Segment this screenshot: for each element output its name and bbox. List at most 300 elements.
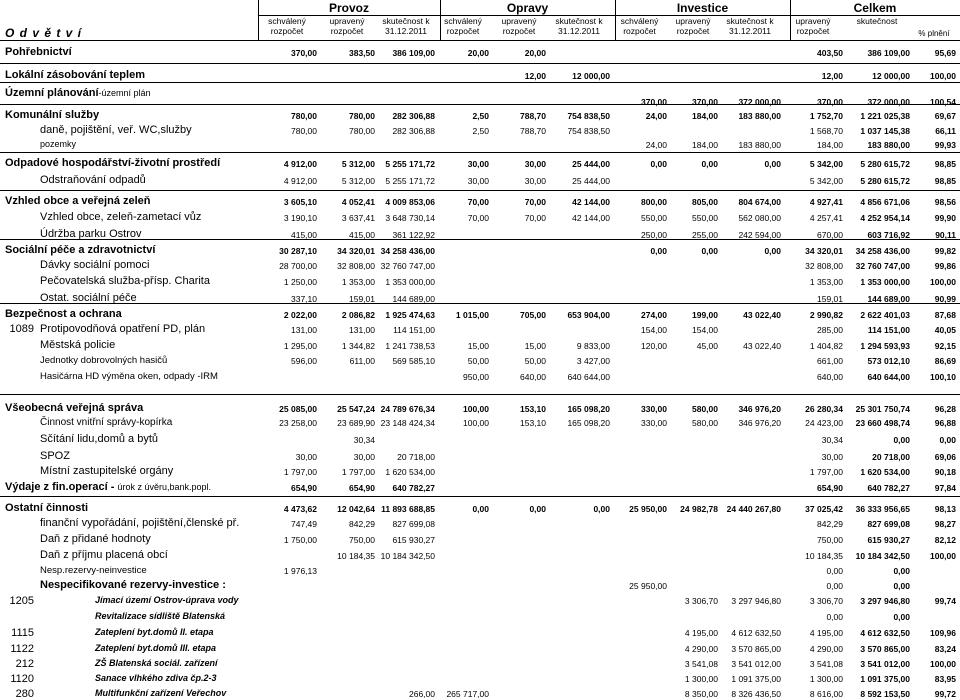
row-label xyxy=(40,580,226,591)
value-cell: 3 306,70 xyxy=(684,596,718,606)
value-cell: 8 350,00 xyxy=(684,689,718,699)
value-cell: 2,50 xyxy=(472,126,489,136)
value-cell: 131,00 xyxy=(349,325,375,335)
value-cell: 25 547,24 xyxy=(337,404,375,414)
value-cell: 827 699,08 xyxy=(867,519,910,529)
value-cell: 415,00 xyxy=(349,230,375,240)
value-cell: 370,00 xyxy=(692,97,718,107)
row-label-text: Daň z přidané hodnoty xyxy=(40,533,151,545)
value-cell: 9 833,00 xyxy=(576,341,610,351)
value-cell: 5 255 171,72 xyxy=(385,159,435,169)
value-cell: 1 568,70 xyxy=(809,126,843,136)
value-cell: 25 444,00 xyxy=(572,159,610,169)
value-cell: 361 122,92 xyxy=(392,230,435,240)
value-cell: 40,05 xyxy=(934,325,956,335)
column-header: schválený rozpočet xyxy=(444,16,482,36)
value-cell: 1 300,00 xyxy=(809,674,843,684)
value-cell: 1 295,00 xyxy=(283,341,317,351)
column-header: skutečnost k 31.12.2011 xyxy=(555,16,603,36)
value-cell: 4 195,00 xyxy=(809,628,843,638)
value-cell: 550,00 xyxy=(641,213,667,223)
row-label xyxy=(40,550,168,561)
value-cell: 153,10 xyxy=(520,404,546,414)
value-cell: 42 144,00 xyxy=(572,213,610,223)
group-divider xyxy=(615,0,616,41)
row-label xyxy=(40,125,192,136)
value-cell: 330,00 xyxy=(641,404,667,414)
row-label xyxy=(40,260,149,271)
value-cell: 8 616,00 xyxy=(809,689,843,699)
row-label-text: Sanace vlhkého zdiva čp.2-3 xyxy=(95,673,217,683)
value-cell: 3 541,08 xyxy=(809,659,843,669)
value-cell: 144 689,00 xyxy=(392,294,435,304)
column-header: upravený rozpočet xyxy=(795,16,831,36)
value-cell: 4 927,41 xyxy=(809,197,843,207)
value-cell: 0,00 xyxy=(893,612,910,622)
value-cell: 255,00 xyxy=(692,230,718,240)
value-cell: 50,00 xyxy=(524,356,546,366)
value-cell: 372 000,00 xyxy=(867,97,910,107)
value-cell: 0,00 xyxy=(593,504,610,514)
value-cell: 780,00 xyxy=(291,126,317,136)
row-label-text: pozemky xyxy=(40,139,77,149)
row-label xyxy=(40,340,115,351)
column-group-header: Provoz xyxy=(328,1,369,15)
value-cell: 99,74 xyxy=(934,596,956,606)
value-cell: 705,00 xyxy=(520,310,546,320)
value-cell: 654,90 xyxy=(291,483,317,493)
value-cell: 0,00 xyxy=(826,612,843,622)
value-cell: 99,86 xyxy=(934,261,956,271)
value-cell: 83,95 xyxy=(934,674,956,684)
value-cell: 615 930,27 xyxy=(392,535,435,545)
row-label-text: Nesp.rezervy-neinvestice xyxy=(40,565,147,576)
value-cell: 0,00 xyxy=(764,159,781,169)
column-header: schválený rozpočet xyxy=(620,16,659,36)
value-cell: 154,00 xyxy=(692,325,718,335)
value-cell: 653 904,00 xyxy=(567,310,610,320)
row-label-text: Komunální služby xyxy=(5,109,100,121)
value-cell: 0,00 xyxy=(826,566,843,576)
value-cell: 25 301 750,74 xyxy=(855,404,910,414)
column-group-header: Celkem xyxy=(853,1,897,15)
value-cell: 69,67 xyxy=(934,111,956,121)
value-cell: 43 022,40 xyxy=(743,310,781,320)
value-cell: 1 294 593,93 xyxy=(860,341,910,351)
value-cell: 827 699,08 xyxy=(392,519,435,529)
value-cell: 274,00 xyxy=(641,310,667,320)
value-cell: 90,11 xyxy=(935,230,956,240)
value-cell: 5 342,00 xyxy=(809,159,843,169)
value-cell: 5 342,00 xyxy=(809,176,843,186)
row-label-text: SPOZ xyxy=(40,450,70,462)
value-cell: 265 717,00 xyxy=(446,689,489,699)
row-code: 212 xyxy=(15,658,34,670)
column-header: upravený rozpočet xyxy=(501,16,537,36)
value-cell: 0,00 xyxy=(826,581,843,591)
column-group-header: Investice xyxy=(676,1,729,15)
row-label xyxy=(95,644,216,653)
row-label-text: Multifunkční zařízení Veřechov xyxy=(95,688,227,698)
value-cell: 800,00 xyxy=(641,197,667,207)
value-cell: 804 674,00 xyxy=(738,197,781,207)
value-cell: 70,00 xyxy=(467,213,489,223)
value-cell: 1 250,00 xyxy=(283,277,317,287)
value-cell: 242 594,00 xyxy=(738,230,781,240)
value-cell: 70,00 xyxy=(524,197,546,207)
column-header: % plnění xyxy=(918,29,950,38)
value-cell: 2 086,82 xyxy=(341,310,375,320)
row-label xyxy=(95,674,217,683)
value-cell: 86,69 xyxy=(934,356,956,366)
column-header: skutečnost k 31.12.2011 xyxy=(382,16,430,36)
value-cell: 82,12 xyxy=(934,535,956,545)
row-label xyxy=(5,47,72,58)
value-cell: 25 950,00 xyxy=(629,504,667,514)
value-cell: 603 716,92 xyxy=(867,230,910,240)
row-label xyxy=(5,245,155,256)
value-cell: 42 144,00 xyxy=(572,197,610,207)
row-label-note: -územní plán xyxy=(98,88,151,98)
value-cell: 805,00 xyxy=(692,197,718,207)
value-cell: 100,00 xyxy=(463,418,489,428)
row-label xyxy=(40,324,205,335)
value-cell: 1 797,00 xyxy=(283,467,317,477)
value-cell: 611,00 xyxy=(349,356,375,366)
value-cell: 10 184,35 xyxy=(337,551,375,561)
value-cell: 100,00 xyxy=(930,659,956,669)
value-cell: 30,34 xyxy=(821,435,843,445)
value-cell: 99,72 xyxy=(934,689,956,699)
value-cell: 1 620 534,00 xyxy=(860,467,910,477)
value-cell: 154,00 xyxy=(641,325,667,335)
row-label xyxy=(40,434,158,445)
value-cell: 20 718,00 xyxy=(872,452,910,462)
value-cell: 100,54 xyxy=(930,97,956,107)
value-cell: 3 427,00 xyxy=(576,356,610,366)
value-cell: 2 990,82 xyxy=(809,310,843,320)
value-cell: 25 085,00 xyxy=(279,404,317,414)
row-code: 1205 xyxy=(9,595,34,607)
column-header: skutečnost k 31.12.2011 xyxy=(726,16,774,36)
value-cell: 8 326 436,50 xyxy=(731,689,781,699)
row-label-text: Pečovatelská služba-přísp. Charita xyxy=(40,275,210,287)
value-cell: 100,00 xyxy=(930,71,956,81)
value-cell: 1 300,00 xyxy=(684,674,718,684)
value-cell: 754 838,50 xyxy=(567,126,610,136)
value-cell: 5 255 171,72 xyxy=(385,176,435,186)
value-cell: 0,00 xyxy=(893,435,910,445)
value-cell: 0,00 xyxy=(893,566,910,576)
row-label-text: Jednotky dobrovolných hasičů xyxy=(40,355,168,366)
row-label-text: Městská policie xyxy=(40,339,116,351)
value-cell: 670,00 xyxy=(817,230,843,240)
value-cell: 654,90 xyxy=(817,483,843,493)
row-label-text: Zateplení byt.domů III. etapa xyxy=(95,643,217,653)
row-label-text: Výdaje z fin.operací - xyxy=(5,481,118,493)
value-cell: 346 976,20 xyxy=(738,404,781,414)
row-label xyxy=(40,356,167,366)
value-cell: 0,00 xyxy=(701,246,718,256)
value-cell: 183 880,00 xyxy=(738,111,781,121)
value-cell: 144 689,00 xyxy=(867,294,910,304)
value-cell: 615 930,27 xyxy=(867,535,910,545)
value-cell: 1 353 000,00 xyxy=(860,277,910,287)
value-cell: 3 297 946,80 xyxy=(860,596,910,606)
value-cell: 25 950,00 xyxy=(629,581,667,591)
value-cell: 15,00 xyxy=(524,341,546,351)
value-cell: 788,70 xyxy=(520,126,546,136)
value-cell: 4 009 853,06 xyxy=(385,197,435,207)
row-label xyxy=(40,466,173,477)
value-cell: 3 541 012,00 xyxy=(731,659,781,669)
value-cell: 114 151,00 xyxy=(867,325,910,335)
value-cell: 1 091 375,00 xyxy=(731,674,781,684)
value-cell: 34 258 436,00 xyxy=(380,246,435,256)
value-cell: 282 306,88 xyxy=(392,126,435,136)
value-cell: 0,00 xyxy=(529,504,546,514)
row-label-text: Místní zastupitelské orgány xyxy=(40,465,174,477)
value-cell: 184,00 xyxy=(692,140,718,150)
row-label-text: Odpadové hospodářství-životní prostředí xyxy=(5,157,221,169)
value-cell: 24 423,00 xyxy=(805,418,843,428)
value-cell: 90,18 xyxy=(934,467,956,477)
value-cell: 70,00 xyxy=(524,213,546,223)
value-cell: 98,27 xyxy=(934,519,956,529)
value-cell: 165 098,20 xyxy=(567,418,610,428)
value-cell: 10 184 342,50 xyxy=(855,551,910,561)
value-cell: 184,00 xyxy=(692,111,718,121)
value-cell: 12 000,00 xyxy=(572,71,610,81)
value-cell: 12 042,64 xyxy=(337,504,375,514)
value-cell: 596,00 xyxy=(291,356,317,366)
value-cell: 640 782,27 xyxy=(867,483,910,493)
value-cell: 1 797,00 xyxy=(341,467,375,477)
value-cell: 99,93 xyxy=(934,140,956,150)
group-divider xyxy=(258,0,259,41)
row-label xyxy=(40,534,151,545)
value-cell: 282 306,88 xyxy=(392,111,435,121)
value-cell: 1 404,82 xyxy=(809,341,843,351)
section-rule xyxy=(0,496,960,497)
row-label-text: Vzhled obce a veřejná zeleň xyxy=(5,195,151,207)
section-rule xyxy=(0,394,960,395)
row-label xyxy=(95,628,214,637)
row-label xyxy=(40,229,141,240)
value-cell: 98,13 xyxy=(934,504,956,514)
value-cell: 30,00 xyxy=(467,176,489,186)
value-cell: 37 025,42 xyxy=(805,504,843,514)
value-cell: 1 752,70 xyxy=(809,111,843,121)
value-cell: 3 605,10 xyxy=(283,197,317,207)
value-cell: 8 592 153,50 xyxy=(860,689,910,699)
value-cell: 346 976,20 xyxy=(738,418,781,428)
value-cell: 98,85 xyxy=(934,176,956,186)
section-rule xyxy=(0,63,960,64)
value-cell: 1 620 534,00 xyxy=(385,467,435,477)
row-label-text: ZŠ Blatenská sociál. zařízení xyxy=(95,658,218,668)
value-cell: 23 148 424,34 xyxy=(380,418,435,428)
value-cell: 3 637,41 xyxy=(341,213,375,223)
row-label-note: úrok z úvěru,bank.popl. xyxy=(117,482,212,492)
row-label xyxy=(5,70,145,81)
value-cell: 0,00 xyxy=(939,435,956,445)
value-cell: 109,96 xyxy=(930,628,956,638)
row-label xyxy=(5,503,88,514)
value-cell: 4 612 632,50 xyxy=(731,628,781,638)
row-label xyxy=(5,88,151,99)
value-cell: 3 541 012,00 xyxy=(860,659,910,669)
value-cell: 562 080,00 xyxy=(738,213,781,223)
value-cell: 415,00 xyxy=(291,230,317,240)
value-cell: 0,00 xyxy=(701,159,718,169)
value-cell: 24,00 xyxy=(645,140,667,150)
value-cell: 4 052,41 xyxy=(341,197,375,207)
value-cell: 2 022,00 xyxy=(283,310,317,320)
value-cell: 30,00 xyxy=(821,452,843,462)
row-label-text: Ostat. sociální péče xyxy=(40,292,137,304)
value-cell: 30,00 xyxy=(353,452,375,462)
value-cell: 34 258 436,00 xyxy=(855,246,910,256)
value-cell: 11 893 688,85 xyxy=(381,504,435,514)
value-cell: 5 280 615,72 xyxy=(860,159,910,169)
value-cell: 1 976,13 xyxy=(283,566,317,576)
value-cell: 24 982,78 xyxy=(680,504,718,514)
section-rule xyxy=(0,82,960,83)
value-cell: 754 838,50 xyxy=(567,111,610,121)
row-label xyxy=(5,482,211,493)
value-cell: 4 252 954,14 xyxy=(860,213,910,223)
column-header: upravený rozpočet xyxy=(675,16,711,36)
value-cell: 10 184 342,50 xyxy=(380,551,435,561)
value-cell: 83,24 xyxy=(934,644,956,654)
row-label-text: finanční vypořádání, pojištění,členské př. xyxy=(40,517,240,529)
value-cell: 330,00 xyxy=(641,418,667,428)
value-cell: 159,01 xyxy=(349,294,375,304)
row-label-text: Zateplení byt.domů II. etapa xyxy=(95,627,214,637)
value-cell: 640 644,00 xyxy=(567,372,610,382)
value-cell: 383,50 xyxy=(349,48,375,58)
value-cell: 20,00 xyxy=(467,48,489,58)
column-group-header: Opravy xyxy=(506,1,549,15)
value-cell: 3 570 865,00 xyxy=(860,644,910,654)
row-code: 1120 xyxy=(10,673,34,685)
value-cell: 15,00 xyxy=(467,341,489,351)
value-cell: 0,00 xyxy=(764,246,781,256)
value-cell: 4 290,00 xyxy=(684,644,718,654)
value-cell: 28 700,00 xyxy=(279,261,317,271)
row-label xyxy=(5,196,151,207)
row-label-text: Pohřebnictví xyxy=(5,46,72,58)
value-cell: 285,00 xyxy=(817,325,843,335)
value-cell: 1 015,00 xyxy=(455,310,489,320)
value-cell: 100,00 xyxy=(930,551,956,561)
row-label-text: Bezpečnost a ochrana xyxy=(5,308,122,320)
value-cell: 780,00 xyxy=(349,126,375,136)
value-cell: 99,82 xyxy=(934,246,956,256)
row-label-text: Jímací území Ostrov-úprava vody xyxy=(95,595,239,605)
value-cell: 1 353 000,00 xyxy=(385,277,435,287)
row-label xyxy=(95,612,225,621)
value-cell: 386 109,00 xyxy=(392,48,435,58)
row-label xyxy=(5,309,122,320)
value-cell: 550,00 xyxy=(692,213,718,223)
value-cell: 43 022,40 xyxy=(743,341,781,351)
row-label-text: Ostatní činnosti xyxy=(5,502,89,514)
header-rule-top xyxy=(258,15,960,16)
value-cell: 5 312,00 xyxy=(341,159,375,169)
value-cell: 24,00 xyxy=(645,111,667,121)
value-cell: 370,00 xyxy=(641,97,667,107)
row-label-text: Protipovodňová opatření PD, plán xyxy=(40,323,206,335)
row-label xyxy=(40,175,146,186)
value-cell: 23 689,90 xyxy=(337,418,375,428)
value-cell: 3 190,10 xyxy=(283,213,317,223)
value-cell: 370,00 xyxy=(817,97,843,107)
row-label xyxy=(95,596,239,605)
value-cell: 580,00 xyxy=(692,418,718,428)
value-cell: 569 585,10 xyxy=(392,356,435,366)
value-cell: 50,00 xyxy=(467,356,489,366)
value-cell: 3 306,70 xyxy=(809,596,843,606)
value-cell: 12,00 xyxy=(821,71,843,81)
value-cell: 1 797,00 xyxy=(809,467,843,477)
value-cell: 780,00 xyxy=(291,111,317,121)
value-cell: 4 912,00 xyxy=(283,159,317,169)
value-cell: 580,00 xyxy=(692,404,718,414)
value-cell: 25 444,00 xyxy=(572,176,610,186)
value-cell: 266,00 xyxy=(409,689,435,699)
value-cell: 1 925 474,63 xyxy=(385,310,435,320)
value-cell: 3 541,08 xyxy=(684,659,718,669)
value-cell: 337,10 xyxy=(291,294,317,304)
value-cell: 950,00 xyxy=(463,372,489,382)
value-cell: 4 195,00 xyxy=(684,628,718,638)
row-label-text: Údržba parku Ostrov xyxy=(40,228,142,240)
value-cell: 69,06 xyxy=(934,452,956,462)
value-cell: 780,00 xyxy=(349,111,375,121)
value-cell: 24 440 267,80 xyxy=(726,504,781,514)
value-cell: 1 037 145,38 xyxy=(860,126,910,136)
value-cell: 661,00 xyxy=(817,356,843,366)
value-cell: 640 782,27 xyxy=(392,483,435,493)
value-cell: 34 320,01 xyxy=(805,246,843,256)
value-cell: 199,00 xyxy=(692,310,718,320)
value-cell: 750,00 xyxy=(817,535,843,545)
row-label-text: Činnost vnitřní správy-kopírka xyxy=(40,417,173,428)
row-code: 1115 xyxy=(11,627,34,639)
row-label-text: Odstraňování odpadů xyxy=(40,174,146,186)
value-cell: 2 622 401,03 xyxy=(860,310,910,320)
value-cell: 98,56 xyxy=(934,197,956,207)
row-code: 280 xyxy=(15,688,34,700)
value-cell: 184,00 xyxy=(817,140,843,150)
value-cell: 183 880,00 xyxy=(867,140,910,150)
row-label-text: Sociální péče a zdravotnictví xyxy=(5,244,156,256)
value-cell: 4 290,00 xyxy=(809,644,843,654)
value-cell: 386 109,00 xyxy=(867,48,910,58)
value-cell: 842,29 xyxy=(817,519,843,529)
value-cell: 0,00 xyxy=(650,246,667,256)
value-cell: 23 258,00 xyxy=(279,418,317,428)
value-cell: 750,00 xyxy=(349,535,375,545)
value-cell: 0,00 xyxy=(650,159,667,169)
value-cell: 12,00 xyxy=(524,71,546,81)
value-cell: 1 241 738,53 xyxy=(385,341,435,351)
value-cell: 100,00 xyxy=(463,404,489,414)
value-cell: 20 718,00 xyxy=(397,452,435,462)
value-cell: 30,00 xyxy=(467,159,489,169)
